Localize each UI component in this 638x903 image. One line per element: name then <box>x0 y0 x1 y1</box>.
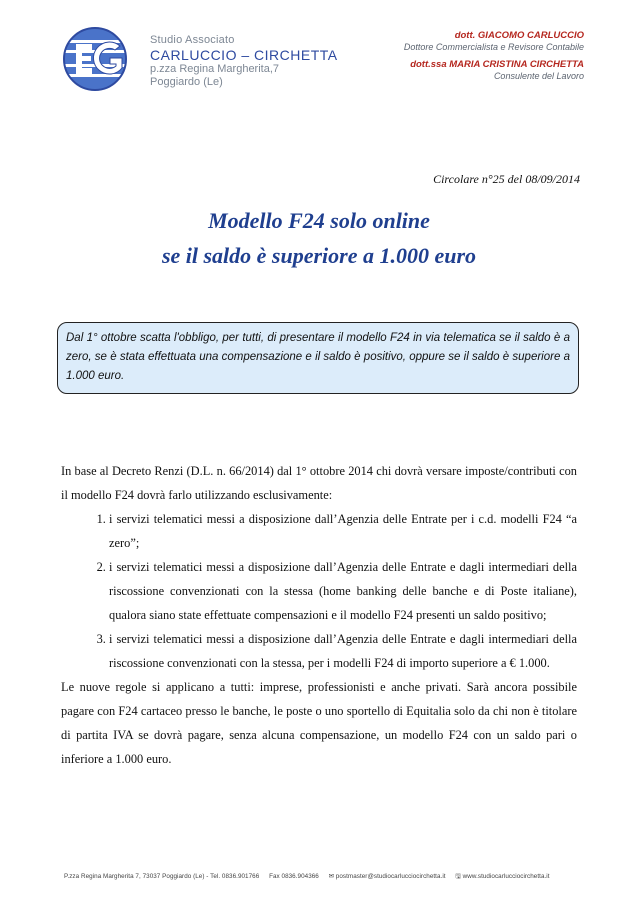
studio-line-1: Studio Associato <box>150 34 235 46</box>
intro-paragraph: In base al Decreto Renzi (D.L. n. 66/2014) dal 1° ottobre 2014 chi dovrà versare imposte/contributi con il modello F24 dovrà farlo utilizzando esclusivamente: <box>61 464 577 502</box>
services-list <box>61 507 577 675</box>
person2-role: Consulente del Lavoro <box>493 71 584 81</box>
title-line-1: Modello F24 solo online <box>208 208 430 233</box>
persons-block <box>404 30 584 82</box>
closing-paragraph: Le nuove regole si applicano a tutti: imprese, professionisti e anche privati. Sarà ancora possibile pagare con F24 cartaceo presso le banche, le poste o uno sportello di Equitalia solo da chi non è titolare di partita IVA se dovrà pagare, senza alcuna compensazione, un modello F24 con un saldo pari o inferiore a 1.000 euro. <box>61 680 577 766</box>
footer-web: 🖫 www.studiocarlucciocirchetta.it <box>455 873 550 880</box>
title-line-2: se il saldo è superiore a 1.000 euro <box>161 243 477 268</box>
studio-line-3: p.zza Regina Margherita,7 <box>150 63 280 75</box>
summary-box: Dal 1° ottobre scatta l'obbligo, per tutti, di presentare il modello F24 in via telematica se il saldo è a zero, se è stata effettuata una compensazione e il saldo è positivo, oppure se il saldo è superiore a 1.000 euro. <box>57 322 579 394</box>
studio-name-block <box>150 34 338 89</box>
person2-name: dott.ssa MARIA CRISTINA CIRCHETTA <box>410 59 584 70</box>
list-item: 2. i servizi telematici messi a disposizione dall’Agenzia delle Entrate e dagli intermediari della riscossione convenzionati con la stessa (home banking delle banche e di Poste italiane), qualora siano state effettuate compensazioni e il modello F24 presenti un saldo positivo; <box>109 555 577 627</box>
body-text <box>61 459 577 771</box>
page-footer <box>64 871 584 882</box>
circular-number: Circolare n°25 del 08/09/2014 <box>433 172 580 186</box>
list-item: 3. i servizi telematici messi a disposizione dall’Agenzia delle Entrate e dagli intermediari della riscossione convenzionati con la stessa, per i modelli F24 di importo superiore a € 1.000. <box>109 627 577 675</box>
studio-line-4: Poggiardo (Le) <box>150 76 223 88</box>
footer-fax: Fax 0836.904366 <box>269 873 319 880</box>
person1-name: dott. GIACOMO CARLUCCIO <box>454 30 584 41</box>
studio-line-2: CARLUCCIO – CIRCHETTA <box>150 47 338 63</box>
person1-role: Dottore Commercialista e Revisore Contabile <box>403 42 584 52</box>
footer-email: ✉ postmaster@studiocarlucciocirchetta.it <box>328 873 446 880</box>
studio-logo-icon <box>62 26 142 92</box>
letterhead <box>0 0 638 110</box>
list-item: 1. i servizi telematici messi a disposizione dall’Agenzia delle Entrate per i c.d. modelli F24 “a zero”; <box>109 507 577 555</box>
footer-address: P.zza Regina Margherita 7, 73037 Poggiardo (Le) - Tel. 0836.901766 <box>64 873 260 880</box>
